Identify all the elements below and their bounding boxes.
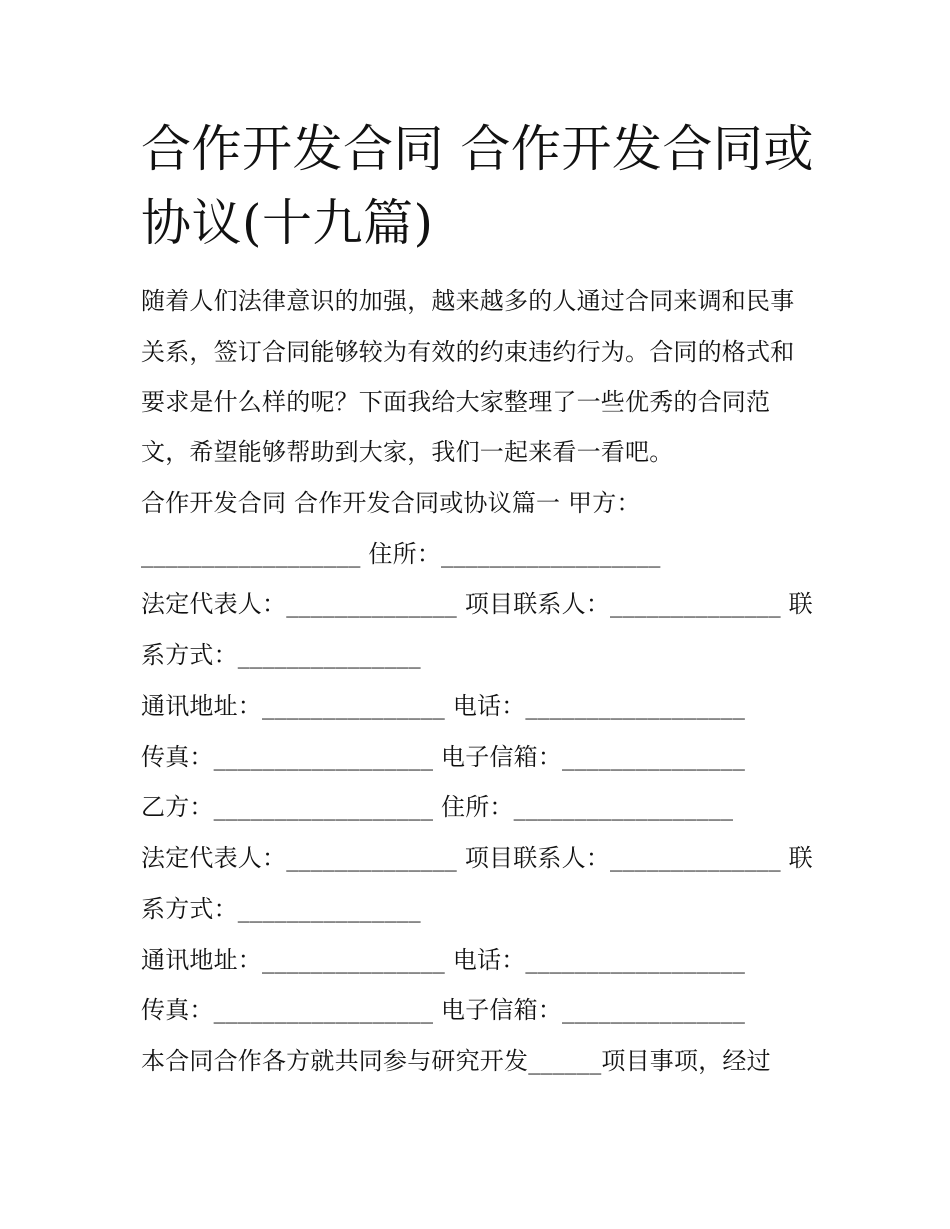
party-a-address-line: 通讯地址：_______________ 电话：__________________	[141, 692, 746, 720]
title-line-1: 合作开发合同 合作开发合同或	[141, 120, 814, 178]
party-b-fax-line: 传真：__________________ 电子信箱：_______________	[141, 996, 746, 1024]
body-line-agreement: 本合同合作各方就共同参与研究开发______项目事项，经过	[141, 1047, 771, 1075]
document-title	[141, 112, 831, 260]
party-a-residence-line: __________________ 住所：__________________	[141, 540, 661, 568]
party-b-address-line: 通讯地址：_______________ 电话：__________________	[141, 946, 746, 974]
body-line-section-heading: 合作开发合同 合作开发合同或协议篇一 甲方：	[141, 489, 641, 517]
party-a-contact-line: 系方式：_______________	[141, 641, 421, 669]
body-line-intro-1: 随着人们法律意识的加强，越来越多的人通过合同来调和民事	[141, 287, 795, 315]
body-line-intro-3: 要求是什么样的呢？下面我给大家整理了一些优秀的合同范	[141, 388, 771, 416]
title-line-2: 协议(十九篇)	[141, 194, 434, 252]
party-b-contact-line: 系方式：_______________	[141, 895, 421, 923]
body-line-intro-2: 关系，签订合同能够较为有效的约束违约行为。合同的格式和	[141, 338, 795, 366]
party-b-representative-line: 法定代表人：______________ 项目联系人：______________ 联	[141, 844, 813, 872]
party-b-residence-line: 乙方：__________________ 住所：__________________	[141, 793, 734, 821]
body-line-intro-4: 文，希望能够帮助到大家，我们一起来看一看吧。	[141, 438, 674, 466]
party-a-representative-line: 法定代表人：______________ 项目联系人：______________ 联	[141, 590, 813, 618]
party-a-fax-line: 传真：__________________ 电子信箱：_______________	[141, 743, 746, 771]
